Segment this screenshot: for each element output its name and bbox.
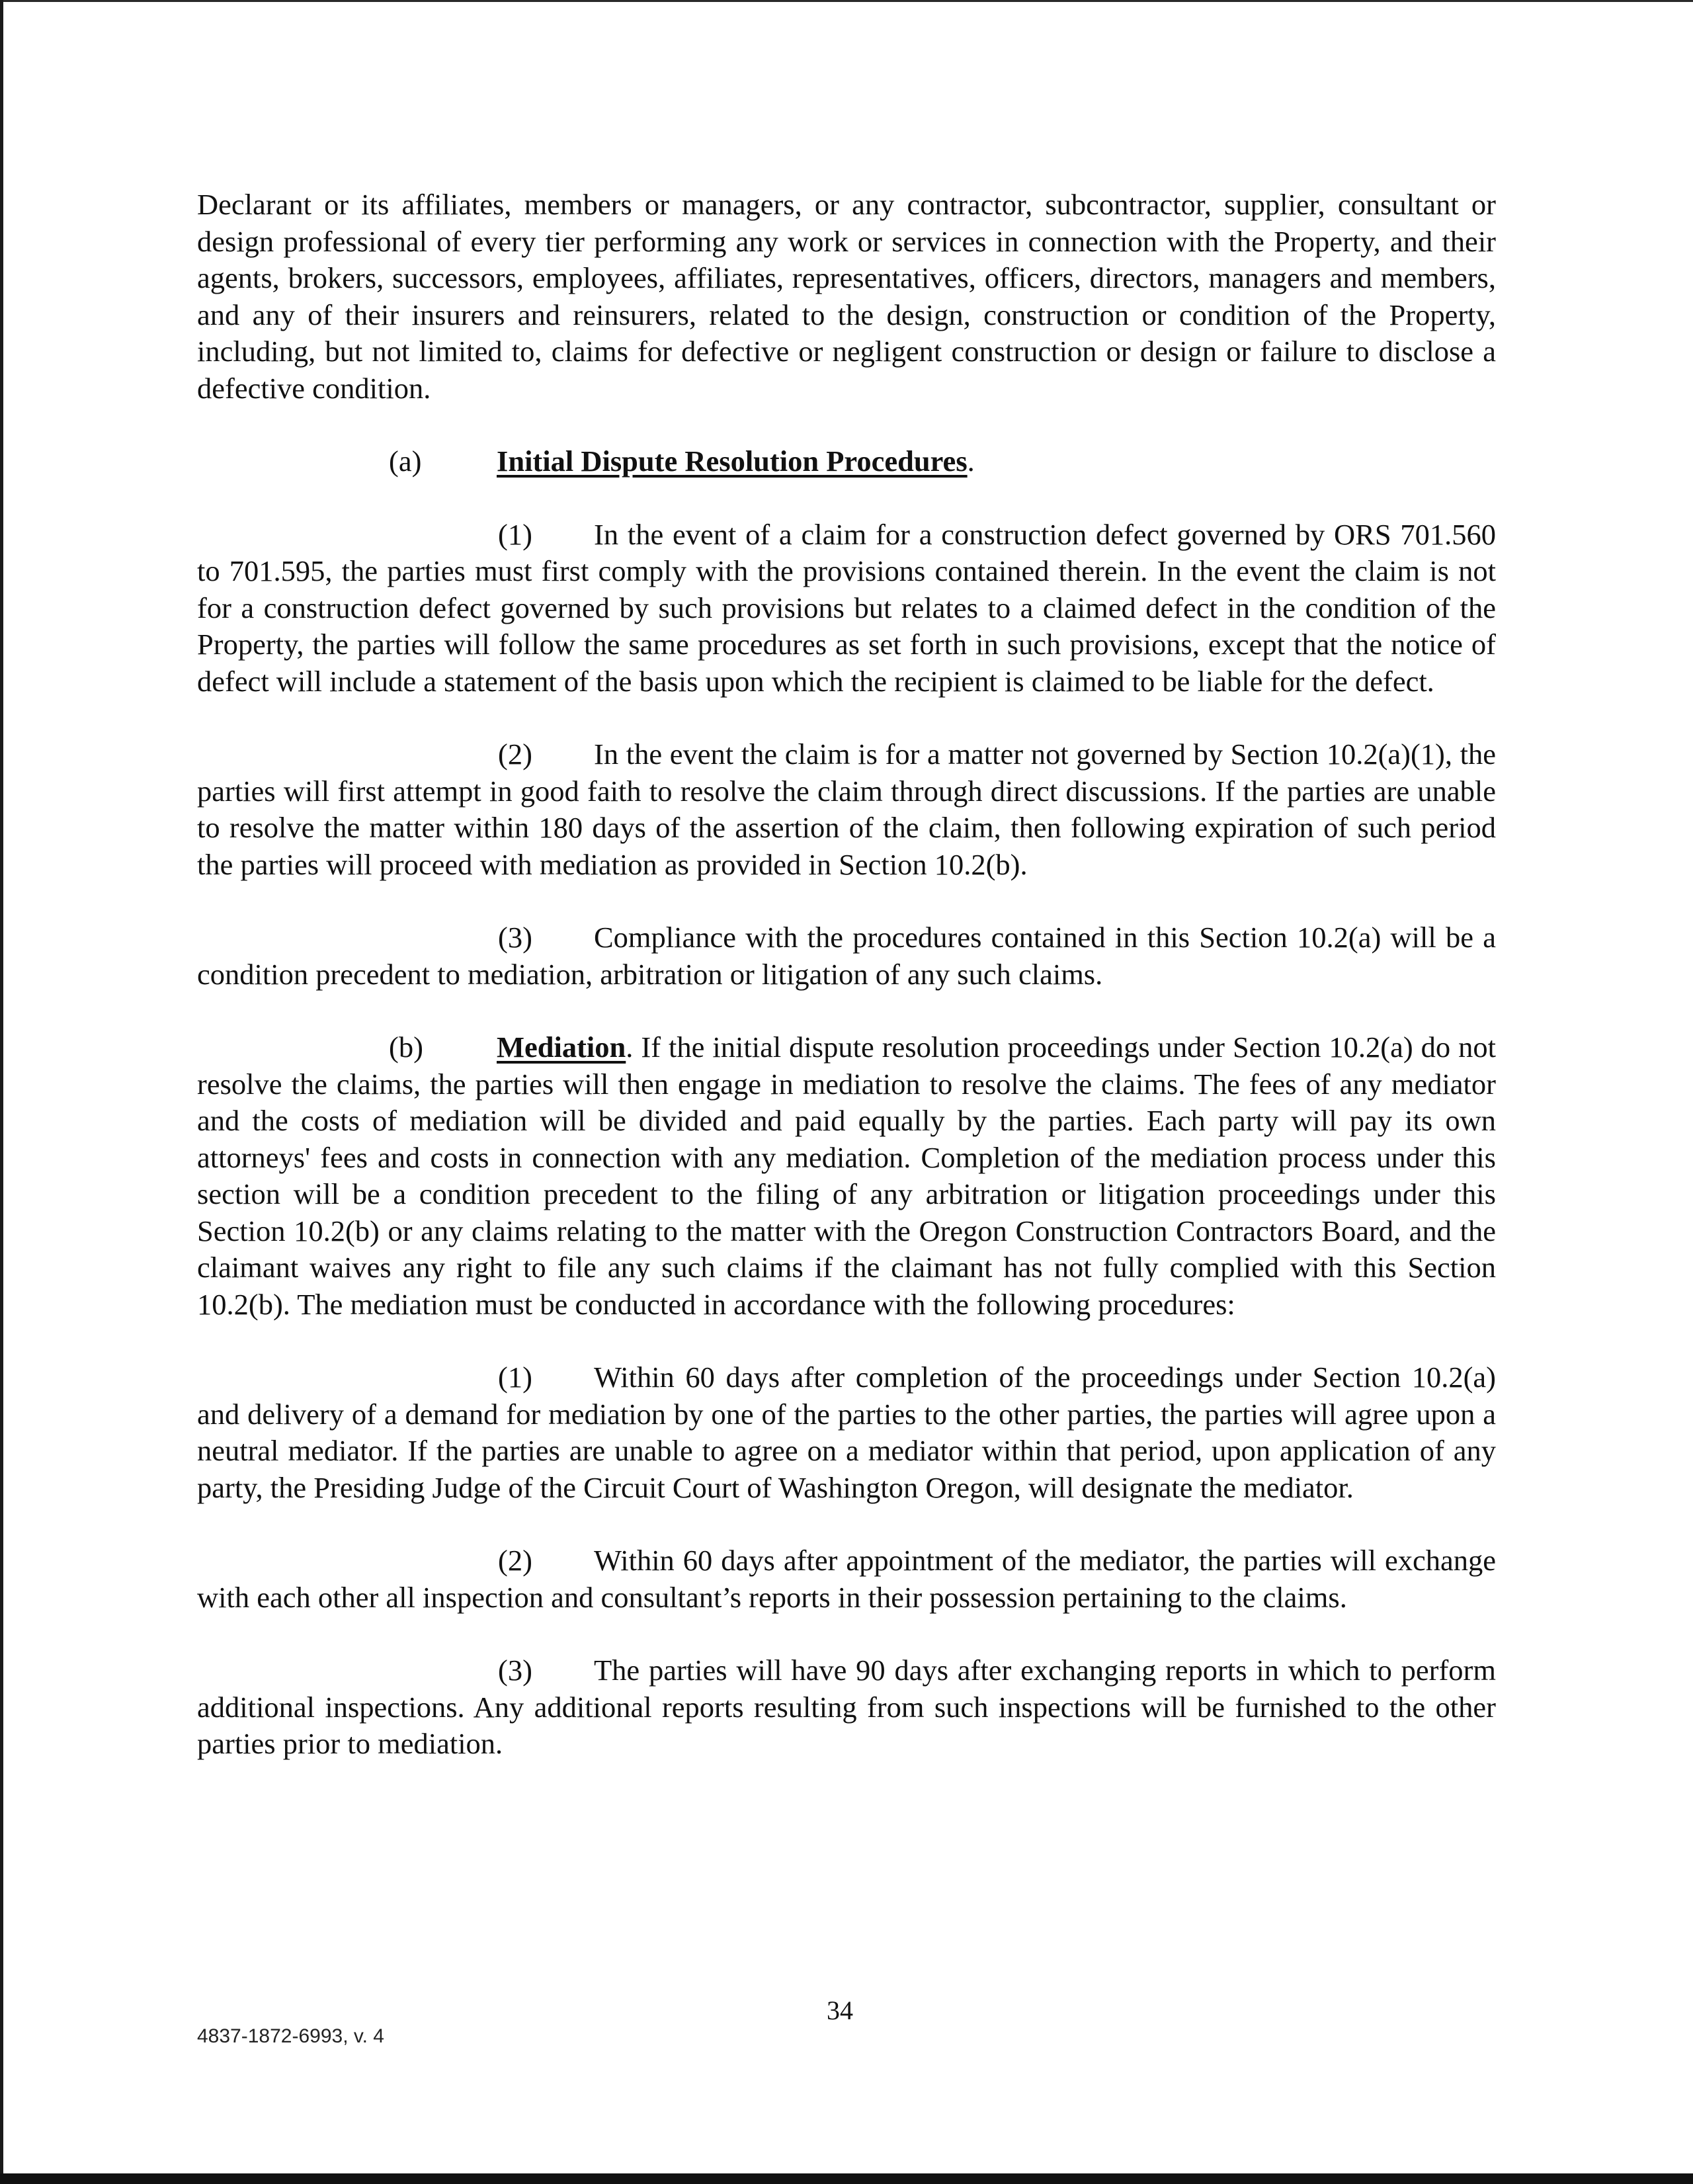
section-a-heading — [197, 443, 1496, 480]
item-number: (3) — [498, 921, 532, 954]
item-number: (2) — [498, 1544, 532, 1577]
section-b-item-1 — [197, 1359, 1496, 1506]
item-number: (2) — [498, 737, 532, 771]
section-b-title: Mediation — [497, 1030, 626, 1064]
item-number: (1) — [498, 1361, 532, 1394]
document-id: 4837-1872-6993, v. 4 — [197, 2025, 384, 2047]
section-b-paragraph — [197, 1029, 1496, 1323]
item-text: Within 60 days after appointment of the mediator, the parties will exchange with each other all inspection and consultant’s reports in their possession pertaining to the claims. — [197, 1544, 1496, 1614]
section-a-item-2 — [197, 736, 1496, 883]
item-text: In the event of a claim for a construction defect governed by ORS 701.560 to 701.595, the parties must first comply with the provisions contained therein. In the event the claim is not for a construction defect governed by such provisions but relates to a claimed defect in the condition of the Property, the parties will follow the same procedures as set forth in such provisions, except that the notice of defect will include a statement of the basis upon which the recipient is claimed to be liable for the defect. — [197, 517, 1496, 698]
section-a-item-3 — [197, 919, 1496, 993]
item-text: Compliance with the procedures contained in this Section 10.2(a) will be a condition precedent to mediation, arbitration or litigation of any such claims. — [197, 921, 1496, 991]
section-a-number: (a) — [389, 444, 422, 478]
section-a-title-period: . — [967, 444, 975, 478]
item-text: Within 60 days after completion of the proceedings under Section 10.2(a) and delivery of a demand for mediation by one of the parties to the other parties, the parties will agree upon a neutral mediator. If the parties are unable to agree on a mediator within that period, upon application of any party, the Presiding Judge of the Circuit Court of Washington Oregon, will designate the mediator. — [197, 1361, 1496, 1504]
section-b-title-period: . — [626, 1030, 634, 1064]
section-a-title: Initial Dispute Resolution Procedures — [497, 444, 968, 478]
scan-edge-bottom — [0, 2173, 1693, 2184]
item-number: (1) — [498, 517, 532, 551]
scan-edge-top — [0, 0, 1693, 2]
section-b-item-2 — [197, 1542, 1496, 1616]
section-b-item-3 — [197, 1652, 1496, 1763]
scan-edge-left — [0, 0, 3, 2184]
intro-paragraph: Declarant or its affiliates, members or managers, or any contractor, subcontractor, supplier, consultant or design professional of every tier performing any work or services in connection with the Property, and their agents, brokers, successors, employees, affiliates, representatives, officers, directors, managers and members, and any of their insurers and reinsurers, related to the design, construction or condition of the Property, including, but not limited to, claims for defective or negligent construction or design or failure to disclose a defective condition. — [197, 188, 1496, 405]
item-text: In the event the claim is for a matter not governed by Section 10.2(a)(1), the parties will first attempt in good faith to resolve the claim through direct discussions. If the parties are unable to resolve the matter within 180 days of the assertion of the claim, then following expiration of such period the parties will proceed with mediation as provided in Section 10.2(b). — [197, 737, 1496, 881]
section-b-number: (b) — [389, 1030, 423, 1064]
section-b-text: If the initial dispute resolution proceedings under Section 10.2(a) do not resolve the claims, the parties will then engage in mediation to resolve the claims. The fees of any mediator and the costs of mediation will be divided and paid equally by the parties. Each party will pay its own attorneys' fees and costs in connection with any mediation. Completion of the mediation process under this section will be a condition precedent to the filing of any arbitration or litigation proceedings under this Section 10.2(b) or any claims relating to the matter with the Oregon Construction Contractors Board, and the claimant waives any right to file any such claims if the claimant has not fully complied with this Section 10.2(b). The mediation must be conducted in accordance with the following procedures: — [197, 1030, 1496, 1321]
item-text: The parties will have 90 days after exchanging reports in which to perform additional inspections. Any additional reports resulting from such inspections will be furnished to the other parties prior to mediation. — [197, 1654, 1496, 1760]
item-number: (3) — [498, 1654, 532, 1687]
page-number: 34 — [827, 1995, 853, 2025]
section-a-item-1 — [197, 517, 1496, 700]
document-page — [197, 187, 1496, 1799]
